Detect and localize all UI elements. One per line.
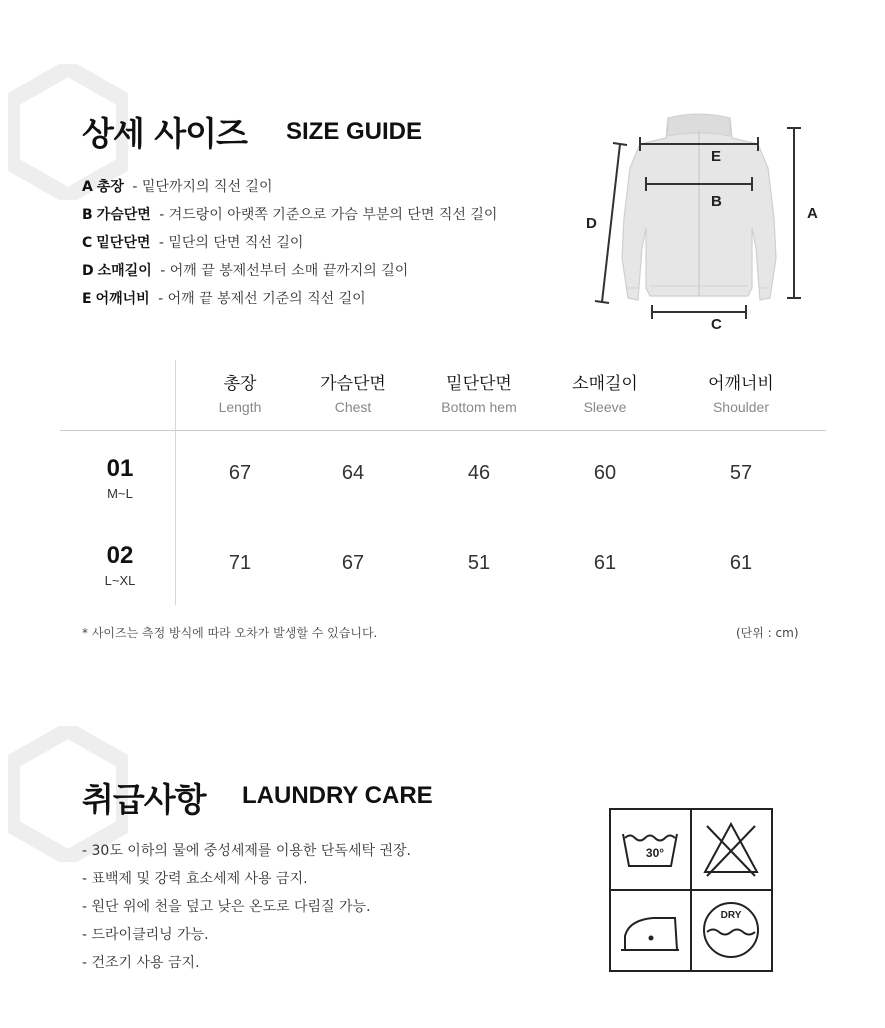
care-item: - 표백제 및 강력 효소세제 사용 금지. bbox=[82, 871, 308, 887]
table-cell: 67 bbox=[341, 552, 365, 574]
col-sub-chest: Chest bbox=[334, 399, 372, 415]
table-cell: 61 bbox=[593, 552, 617, 574]
label-d: D bbox=[586, 215, 597, 232]
col-sub-shoulder: Shoulder bbox=[712, 399, 770, 415]
table-cell: 46 bbox=[467, 462, 491, 484]
jacket-diagram bbox=[580, 108, 840, 348]
label-e: E bbox=[711, 148, 722, 165]
col-header-chest: 가슴단면 bbox=[320, 374, 386, 394]
unit-label: (단위 : cm) bbox=[736, 626, 799, 640]
row-label-02: L~XL bbox=[104, 573, 136, 588]
dry-label: DRY bbox=[720, 910, 742, 921]
col-sub-sleeve: Sleeve bbox=[583, 399, 627, 415]
definition-a: A 총장 - 밑단까지의 직선 길이 bbox=[82, 179, 273, 195]
definition-d: D 소매길이 - 어깨 끝 봉제선부터 소매 끝까지의 길이 bbox=[82, 263, 409, 279]
laundry-title: 취급사항 bbox=[82, 780, 206, 819]
wash-temp-label: 30° bbox=[645, 846, 665, 860]
label-c: C bbox=[711, 316, 722, 333]
table-cell: 64 bbox=[341, 462, 365, 484]
care-item: - 30도 이하의 물에 중성세제를 이용한 단독세탁 권장. bbox=[82, 843, 411, 859]
table-cell: 51 bbox=[467, 552, 491, 574]
size-guide-title: 상세 사이즈 bbox=[82, 114, 247, 153]
table-cell: 57 bbox=[729, 462, 753, 484]
row-size-01: 01 bbox=[106, 455, 134, 482]
label-a: A bbox=[807, 205, 818, 222]
col-header-length: 총장 bbox=[223, 374, 257, 394]
size-note: * 사이즈는 측정 방식에 따라 오차가 발생할 수 있습니다. bbox=[82, 626, 378, 640]
col-sub-bottom: Bottom hem bbox=[441, 399, 517, 415]
table-cell: 61 bbox=[729, 552, 753, 574]
care-item: - 드라이클리닝 가능. bbox=[82, 927, 209, 943]
definition-c: C 밑단단면 - 밑단의 단면 직선 길이 bbox=[82, 235, 304, 251]
definition-e: E 어깨너비 - 어깨 끝 봉제선 기준의 직선 길이 bbox=[82, 291, 366, 307]
care-item: - 원단 위에 천을 덮고 낮은 온도로 다림질 가능. bbox=[82, 899, 371, 915]
table-cell: 71 bbox=[228, 552, 252, 574]
care-symbols-grid bbox=[609, 808, 773, 972]
label-b: B bbox=[711, 193, 722, 210]
table-cell: 60 bbox=[593, 462, 617, 484]
size-guide-subtitle: SIZE GUIDE bbox=[286, 118, 423, 145]
row-label-01: M~L bbox=[107, 486, 133, 501]
col-header-sleeve: 소매길이 bbox=[572, 374, 638, 394]
table-cell: 67 bbox=[228, 462, 252, 484]
col-sub-length: Length bbox=[218, 399, 262, 415]
row-size-02: 02 bbox=[106, 542, 134, 569]
col-header-bottom: 밑단단면 bbox=[446, 374, 512, 394]
definition-b: B 가슴단면 - 겨드랑이 아랫쪽 기준으로 가슴 부분의 단면 직선 길이 bbox=[82, 207, 498, 223]
care-item: - 건조기 사용 금지. bbox=[82, 955, 200, 971]
measure-d-line bbox=[602, 144, 620, 302]
col-header-shoulder: 어깨너비 bbox=[708, 374, 774, 394]
laundry-subtitle: LAUNDRY CARE bbox=[242, 782, 433, 809]
